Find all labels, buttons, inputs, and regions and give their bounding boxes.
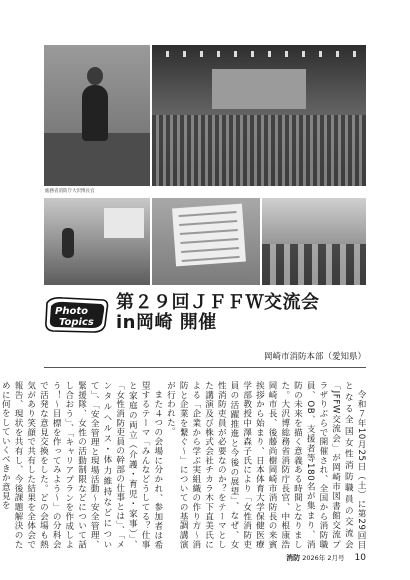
photo-venue-audience [152,45,366,186]
logo-line2: Topics [59,317,94,328]
photo-caption: 総務省消防庁大沢博長官 [45,189,95,194]
body-paragraph-1: 令和７年10月25日（土）に第29回目となる全国女性消防職員の交流会「JFFW交流会」が岡崎市図書館交流プラザりぶらで開催され、全国から消防職員、OB、支援者等180名が集まり、消防の未来を描く意義ある時間となりました。大沢博総務省消防庁長官、中根康浩岡崎市長、後藤尚樹岡崎市消防長の来賓挨拶から始まり、日本体育大学保健医療学部教授中澤森子氏により「女性消防吏員の活躍推進と今後の展望」、なぜ、女性消防吏員が必要なのか？をテーマとした講演及び株式会社チカラ木下直美氏による「企業から学ぶ実組織の作り方～消防と企業を繋ぐ～」についての基調講演が行われた。 [165,381,366,549]
article-author: 岡崎市消防本部（愛知県） [263,352,366,362]
page-number: 10 [354,553,366,563]
photo-whiteboard [152,198,260,285]
photo-commissioner-speech [44,45,150,186]
photo-group-discussion [262,198,366,285]
issue-date: 2026年 2月号 [302,554,345,562]
logo-line1: Photo [55,306,88,317]
magazine-name: 消防 [286,554,301,562]
page-footer [286,553,366,563]
body-paragraph-2: また４つの会場に分かれ、参加者は希望するテーマ「みんなどうしてる？仕事と家庭の両立（介護・育児・家事）」、「女性消防吏員の幹部の仕事とは」、「メンタルヘルス・体力維持などについて」、「安全管理と現場活動～安全管理、緊援隊、女性の活動制限などについて話し合おう」、「キャリアプランを作成しよう！～目標を作ってみよう～」の分科会で活発な意見交換をした。どの会場も熱気があり笑顔で共有した結果を全体会で報告、現状を共有し、今後課題解決のために何をしていくべきか意見を [0,381,163,549]
article-title [116,293,320,333]
photo-breakout-session [44,198,150,285]
photo-topics-logo [43,295,111,335]
article-body [0,381,367,549]
title-line2: in岡崎 開催 [116,312,217,333]
title-line1: 第２９回ＪＦＦＷ交流会 [116,292,320,313]
title-divider [44,367,366,368]
